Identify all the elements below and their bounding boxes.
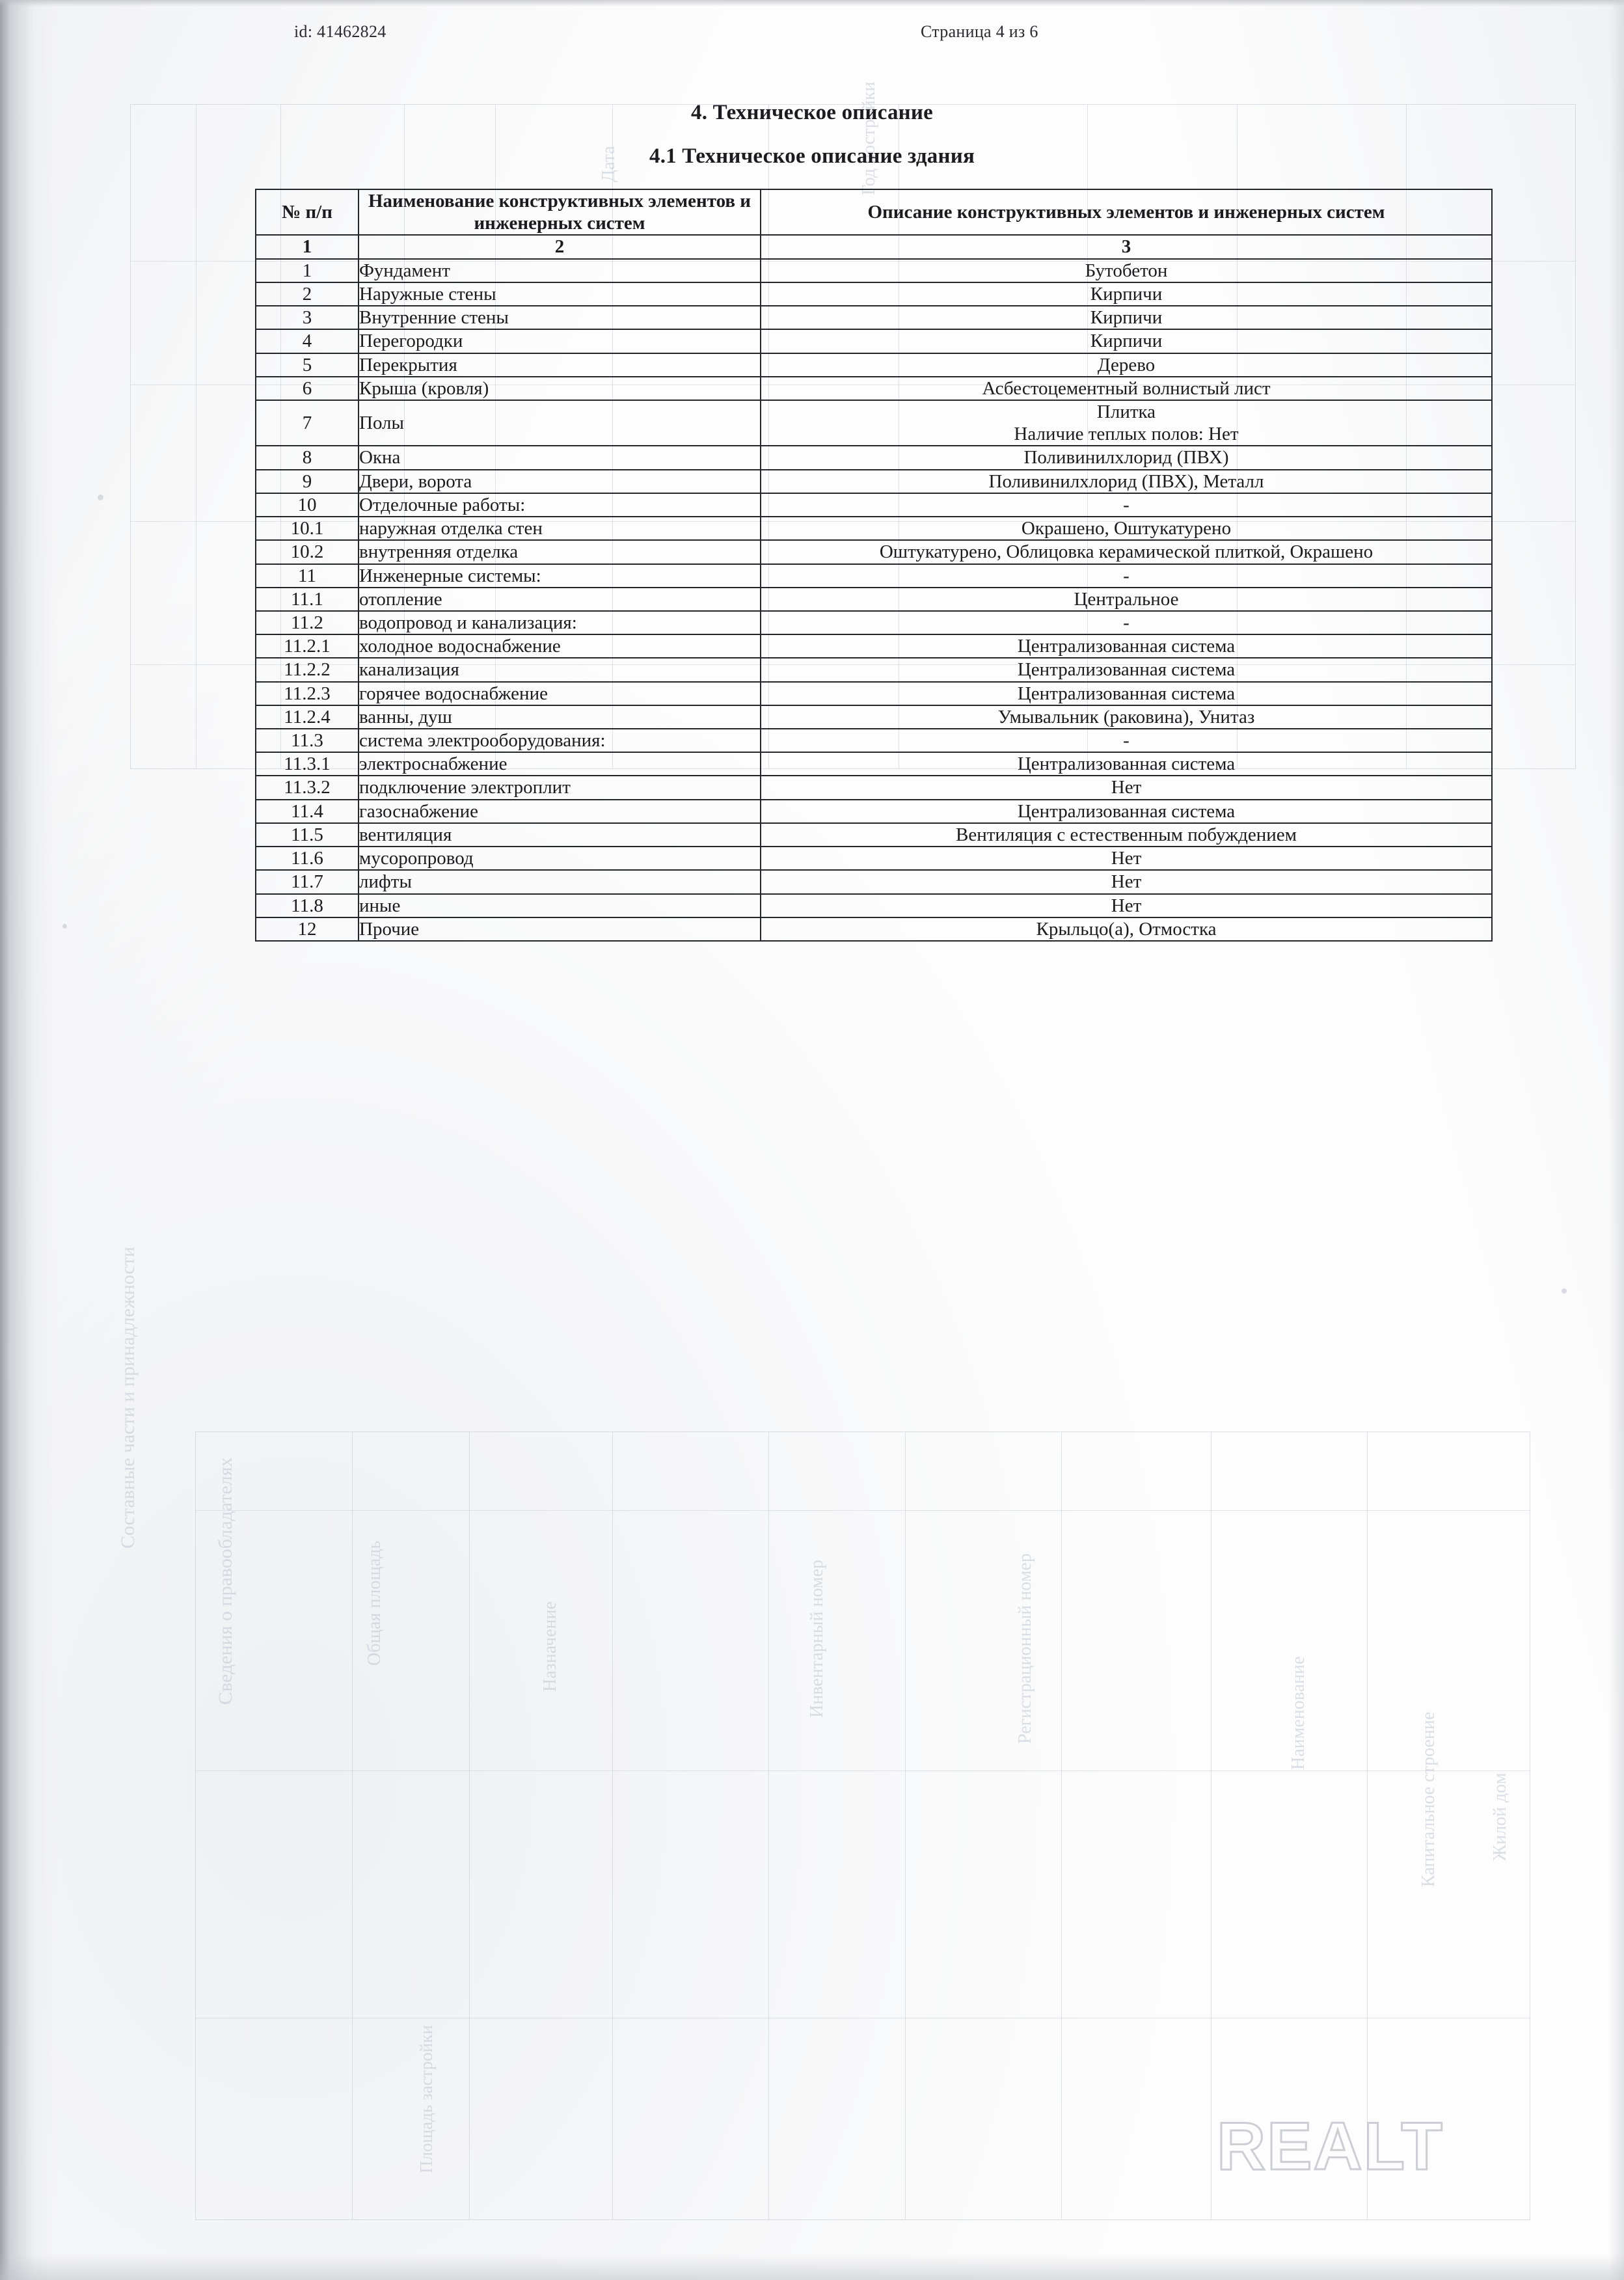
row-number: 10.1: [256, 517, 359, 540]
row-element-name: горячее водоснабжение: [359, 682, 761, 705]
page-edge-left: [0, 0, 56, 2280]
table-row: [256, 917, 1492, 941]
bleed-text: Год постройки: [859, 81, 879, 195]
row-number: 11.5: [256, 823, 359, 847]
row-element-description: Нет: [761, 894, 1492, 917]
row-element-description: Поливинилхлорид (ПВХ): [761, 446, 1492, 469]
row-number: 11.3.1: [256, 752, 359, 776]
row-element-name: Наружные стены: [359, 282, 761, 306]
row-number: 10: [256, 493, 359, 517]
row-element-description: Кирпичи: [761, 306, 1492, 329]
row-number: 12: [256, 917, 359, 941]
description-line: Плитка: [1096, 401, 1156, 422]
table-row: [256, 729, 1492, 752]
row-element-description: [761, 400, 1492, 446]
row-number: 6: [256, 377, 359, 400]
row-element-name: канализация: [359, 658, 761, 681]
bleed-grid-bottom: [195, 1432, 1530, 2220]
row-element-name: лифты: [359, 870, 761, 893]
row-element-name: водопровод и канализация:: [359, 611, 761, 634]
row-element-name: газоснабжение: [359, 800, 761, 823]
row-element-name: Перекрытия: [359, 353, 761, 377]
technical-description-table: [255, 189, 1493, 942]
bleed-text: Назначение: [540, 1601, 560, 1692]
row-number: 11.2.1: [256, 634, 359, 658]
table-row: [256, 564, 1492, 588]
column-number-1: 1: [256, 235, 359, 258]
row-element-name: Внутренние стены: [359, 306, 761, 329]
table-row: [256, 776, 1492, 799]
row-number: 11.3.2: [256, 776, 359, 799]
row-element-name: Полы: [359, 400, 761, 446]
row-element-description: Асбестоцементный волнистый лист: [761, 377, 1492, 400]
row-number: 11.4: [256, 800, 359, 823]
row-element-description: Центральное: [761, 588, 1492, 611]
table-row: [256, 634, 1492, 658]
table-row: [256, 400, 1492, 446]
row-element-name: холодное водоснабжение: [359, 634, 761, 658]
table-row: [256, 705, 1492, 729]
row-element-description: Кирпичи: [761, 329, 1492, 353]
row-element-description: Окрашено, Оштукатурено: [761, 517, 1492, 540]
row-element-name: мусоропровод: [359, 847, 761, 870]
bleed-text: Инвентарный номер: [807, 1559, 827, 1718]
scan-speckle: [62, 924, 67, 929]
row-number: 1: [256, 259, 359, 282]
row-element-name: наружная отделка стен: [359, 517, 761, 540]
table-header-row: [256, 189, 1492, 235]
table-row: [256, 353, 1492, 377]
table-row: [256, 823, 1492, 847]
header-cell-number: № п/п: [256, 189, 359, 235]
row-element-name: электроснабжение: [359, 752, 761, 776]
bleed-text: Капитальное строение: [1418, 1711, 1439, 1887]
bleed-text: Общая площадь: [364, 1540, 385, 1666]
table-row: [256, 540, 1492, 563]
row-element-description: Умывальник (раковина), Унитаз: [761, 705, 1492, 729]
row-element-description: Централизованная система: [761, 682, 1492, 705]
table-row: [256, 611, 1492, 634]
technical-description-table-wrap: [255, 189, 1491, 942]
table-row: [256, 470, 1492, 493]
row-number: 11.1: [256, 588, 359, 611]
row-element-name: ванны, душ: [359, 705, 761, 729]
page-edge-top: [0, 0, 1624, 7]
row-element-description: Поливинилхлорид (ПВХ), Металл: [761, 470, 1492, 493]
table-row: [256, 658, 1492, 681]
row-element-name: иные: [359, 894, 761, 917]
row-element-description: Централизованная система: [761, 634, 1492, 658]
column-number-2: 2: [359, 235, 761, 258]
scan-speckle: [98, 495, 103, 500]
table-row: [256, 682, 1492, 705]
bleed-text: Сведения о правообладателях: [215, 1457, 236, 1705]
realt-watermark: REALT: [1217, 2109, 1444, 2184]
row-element-description: Крыльцо(а), Отмостка: [761, 917, 1492, 941]
bleed-text: Жилой дом: [1490, 1772, 1510, 1861]
row-number: 11.2.4: [256, 705, 359, 729]
row-element-description: Централизованная система: [761, 658, 1492, 681]
row-number: 3: [256, 306, 359, 329]
document-header: [0, 22, 1624, 48]
table-row: [256, 800, 1492, 823]
page-edge-right: [1608, 0, 1624, 2280]
row-element-description: Нет: [761, 847, 1492, 870]
row-element-name: Перегородки: [359, 329, 761, 353]
row-number: 9: [256, 470, 359, 493]
table-body: [256, 259, 1492, 941]
bleed-text: Регистрационный номер: [1015, 1553, 1035, 1744]
row-number: 11: [256, 564, 359, 588]
row-element-description: Оштукатурено, Облицовка керамической плиткой, Окрашено: [761, 540, 1492, 563]
table-row: [256, 377, 1492, 400]
row-element-description: Нет: [761, 870, 1492, 893]
subsection-title: 4.1 Техническое описание здания: [649, 144, 975, 168]
row-element-description: Бутобетон: [761, 259, 1492, 282]
row-element-name: Прочие: [359, 917, 761, 941]
header-cell-description: Описание конструктивных элементов и инженерных систем: [761, 189, 1492, 235]
row-element-name: Крыша (кровля): [359, 377, 761, 400]
row-element-name: отопление: [359, 588, 761, 611]
page-indicator: Страница 4 из 6: [921, 22, 1038, 41]
row-number: 11.2.2: [256, 658, 359, 681]
row-element-name: подключение электроплит: [359, 776, 761, 799]
row-element-description: Кирпичи: [761, 282, 1492, 306]
table-row: [256, 282, 1492, 306]
row-element-name: Окна: [359, 446, 761, 469]
bleed-text: Площадь застройки: [416, 2025, 436, 2173]
table-row: [256, 329, 1492, 353]
row-number: 7: [256, 400, 359, 446]
table-row: [256, 517, 1492, 540]
row-element-name: система электрооборудования:: [359, 729, 761, 752]
row-element-description: -: [761, 493, 1492, 517]
row-number: 11.8: [256, 894, 359, 917]
page-edge-bottom: [0, 2254, 1624, 2280]
row-number: 2: [256, 282, 359, 306]
row-number: 11.7: [256, 870, 359, 893]
row-number: 11.2: [256, 611, 359, 634]
row-element-name: Отделочные работы:: [359, 493, 761, 517]
table-row: [256, 259, 1492, 282]
row-number: 11.2.3: [256, 682, 359, 705]
row-element-description: Дерево: [761, 353, 1492, 377]
row-element-name: Фундамент: [359, 259, 761, 282]
table-row: [256, 306, 1492, 329]
row-number: 8: [256, 446, 359, 469]
table-row: [256, 752, 1492, 776]
table-row: [256, 588, 1492, 611]
table-row: [256, 446, 1492, 469]
document-id: id: 41462824: [294, 22, 386, 41]
row-element-description: Централизованная система: [761, 752, 1492, 776]
section-title: 4. Техническое описание: [691, 101, 933, 124]
table-row: [256, 847, 1492, 870]
row-element-description: -: [761, 611, 1492, 634]
bleed-text: Дата: [599, 146, 619, 182]
row-number: 4: [256, 329, 359, 353]
row-element-name: вентиляция: [359, 823, 761, 847]
row-element-description: Вентиляция с естественным побуждением: [761, 823, 1492, 847]
row-element-description: Централизованная система: [761, 800, 1492, 823]
table-row: [256, 894, 1492, 917]
row-element-description: -: [761, 729, 1492, 752]
row-number: 11.3: [256, 729, 359, 752]
description-line-secondary: Наличие теплых полов: Нет: [1014, 424, 1239, 445]
table-row: [256, 493, 1492, 517]
row-number: 10.2: [256, 540, 359, 563]
row-element-name: Двери, ворота: [359, 470, 761, 493]
bleed-text: Составные части и принадлежности: [117, 1246, 139, 1549]
row-element-name: Инженерные системы:: [359, 564, 761, 588]
row-number: 11.6: [256, 847, 359, 870]
column-number-3: 3: [761, 235, 1492, 258]
bleed-text: Наименование: [1288, 1656, 1308, 1770]
row-number: 5: [256, 353, 359, 377]
row-element-description: Нет: [761, 776, 1492, 799]
scan-speckle: [1562, 1288, 1567, 1294]
row-element-description: -: [761, 564, 1492, 588]
table-column-number-row: [256, 235, 1492, 258]
header-cell-name: Наименование конструктивных элементов и инженерных систем: [359, 189, 761, 235]
row-element-name: внутренняя отделка: [359, 540, 761, 563]
table-row: [256, 870, 1492, 893]
